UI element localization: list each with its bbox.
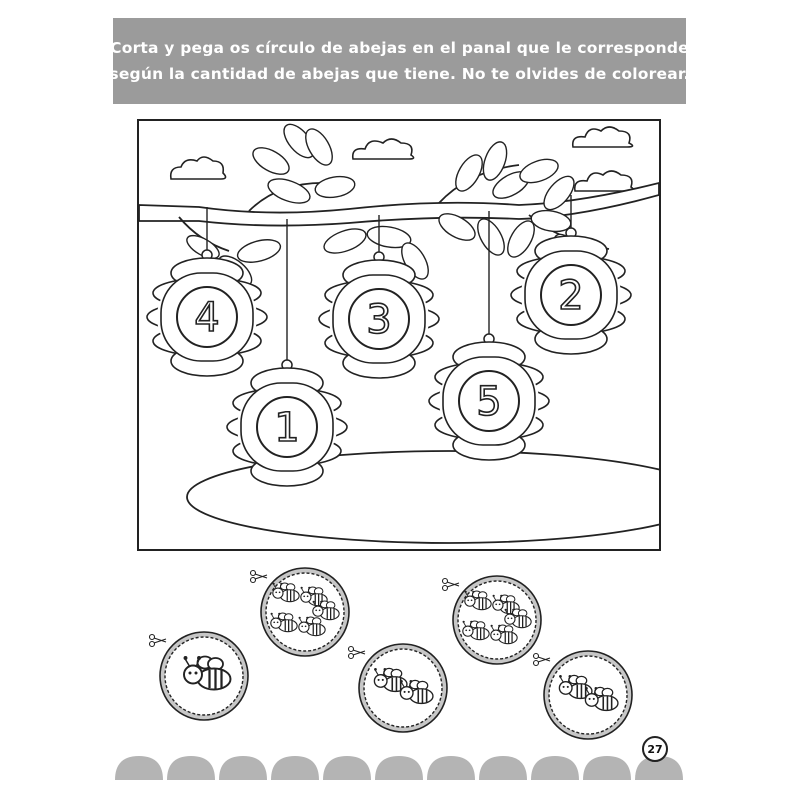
scissors-icon — [150, 635, 167, 647]
hive-number-label: 5 — [476, 379, 502, 425]
scissors-icon — [349, 647, 366, 659]
bee-circles-layer — [0, 560, 800, 740]
footer-decoration — [113, 742, 686, 780]
bee-cutout-circle[interactable] — [251, 568, 350, 656]
beehive-5 — [429, 334, 549, 460]
bee-circles-area — [0, 560, 800, 740]
bee-cutout-circle[interactable] — [443, 576, 542, 664]
hive-number-label: 2 — [558, 273, 584, 319]
beehive-4 — [147, 250, 267, 376]
hive-number-label: 4 — [194, 295, 220, 341]
scissors-icon — [534, 654, 551, 666]
scissors-icon — [443, 579, 460, 591]
hive-number-label: 1 — [274, 405, 300, 451]
beehive-1 — [227, 360, 347, 486]
hive-number-label: 3 — [366, 297, 392, 343]
bee-cutout-circle[interactable] — [150, 632, 249, 720]
beehive-2 — [511, 228, 631, 354]
instruction-banner — [109, 18, 690, 104]
footer-scallops — [113, 756, 686, 780]
page-number: 27 — [642, 736, 668, 762]
bee-cutout-circle[interactable] — [349, 644, 448, 732]
instruction-line-1: Corta y pega os círculo de abejas en el panal que le corresponde — [110, 39, 689, 57]
instruction-line-2: según la cantidad de abejas que tiene. No te olvides de colorear. — [109, 65, 690, 83]
scissors-icon — [251, 571, 268, 583]
hives-layer — [139, 121, 659, 549]
beehive-3 — [319, 252, 439, 378]
hive-scene-frame — [137, 119, 661, 551]
bee-cutout-circle[interactable] — [534, 651, 633, 739]
